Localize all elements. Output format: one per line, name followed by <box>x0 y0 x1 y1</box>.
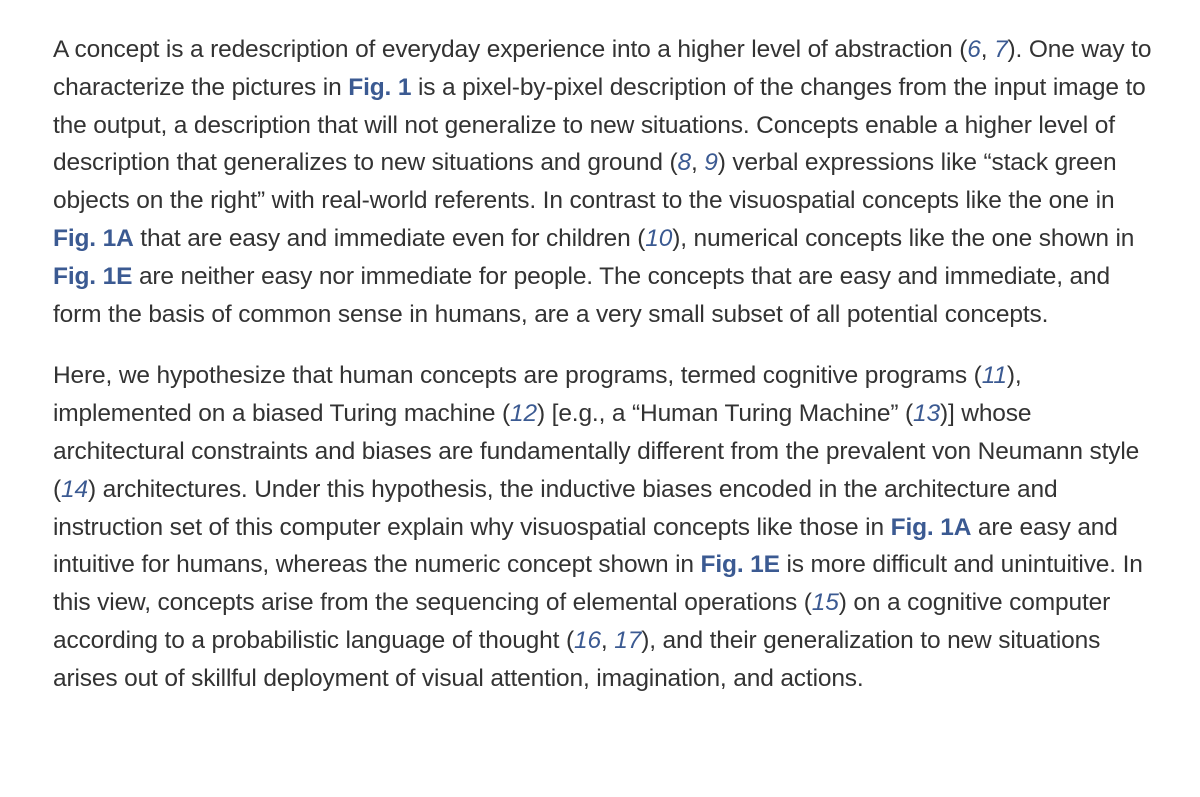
paragraph <box>53 31 1158 333</box>
paragraph-text: are neither easy nor immediate for people. The concepts that are easy and immediate, and form the basis of common sense in humans, are a very small subset of all potential concepts. <box>53 262 1110 328</box>
paragraph-text: , <box>690 149 705 177</box>
paragraph-text: ) on a cognitive computer according to a probabilistic language of thought ( <box>53 589 1111 654</box>
article-body <box>53 31 1158 698</box>
reference-link[interactable]: 11 <box>981 362 1007 390</box>
paragraph-text: are easy and intuitive for humans, whereas the numeric concept shown in <box>53 513 1118 579</box>
paragraph-text: is a pixel-by-pixel description of the changes from the input image to the output, a description that will not generalize to new situations. Concepts enable a higher level of description that generalizes to new situations and ground ( <box>53 73 1146 177</box>
paragraph <box>53 357 1158 697</box>
paragraph-text: ), numerical concepts like the one shown in <box>672 224 1135 252</box>
paragraph-text: ) architectures. Under this hypothesis, the inductive biases encoded in the architecture and instruction set of this computer explain why visuospatial concepts like those in <box>53 475 1058 541</box>
paragraph-text: is more difficult and unintuitive. In this view, concepts arise from the sequencing of elemental operations ( <box>53 551 1143 617</box>
reference-link[interactable]: 12 <box>510 400 537 428</box>
figure-link[interactable]: Fig. 1 <box>348 73 412 101</box>
reference-link[interactable]: 16 <box>573 626 601 654</box>
paragraph-text: , <box>600 626 615 654</box>
paragraph-text: ) verbal expressions like “stack green objects on the right” with real-world referents. In contrast to the visuospatial concepts like the one in <box>53 149 1117 215</box>
paragraph-text: ), and their generalization to new situations arises out of skillful deployment of visual attention, imagination, and actions. <box>53 626 1101 692</box>
figure-link[interactable]: Fig. 1A <box>890 513 972 541</box>
paragraph-text: , <box>980 36 995 63</box>
paragraph-text: that are easy and immediate even for children ( <box>133 224 646 252</box>
reference-link[interactable]: 17 <box>614 626 642 654</box>
reference-link[interactable]: 13 <box>913 400 940 428</box>
reference-link[interactable]: 10 <box>645 224 673 252</box>
reference-link[interactable]: 9 <box>704 149 718 177</box>
paragraph-text: Here, we hypothesize that human concepts are programs, termed cognitive programs ( <box>53 362 982 390</box>
paragraph-text: A concept is a redescription of everyday experience into a higher level of abstraction ( <box>53 36 968 63</box>
reference-link[interactable]: 6 <box>967 36 981 63</box>
paragraph-text: ) [e.g., a “Human Turing Machine” ( <box>537 400 914 428</box>
reference-link[interactable]: 14 <box>61 475 88 503</box>
figure-link[interactable]: Fig. 1E <box>700 551 780 579</box>
figure-link[interactable]: Fig. 1A <box>53 224 134 252</box>
paragraph-text: ), implemented on a biased Turing machine ( <box>53 362 1022 428</box>
paragraph-text: )] whose architectural constraints and biases are fundamentally different from the prevalent von Neumann style ( <box>53 400 1140 503</box>
reference-link[interactable]: 8 <box>677 149 691 177</box>
reference-link[interactable]: 7 <box>994 36 1008 63</box>
paragraph-text: ). One way to characterize the pictures in <box>53 36 1152 101</box>
figure-link[interactable]: Fig. 1E <box>53 262 133 290</box>
reference-link[interactable]: 15 <box>811 589 839 617</box>
